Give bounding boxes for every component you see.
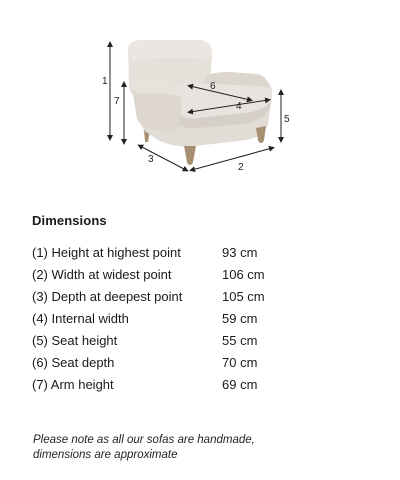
- dim-line-width: [192, 148, 272, 170]
- dimension-row-seat-height: [32, 330, 372, 352]
- dimension-row-arm-height: [32, 374, 372, 396]
- dimension-value: 59 cm: [222, 311, 258, 326]
- dimension-label: (2) Width at widest point: [32, 267, 172, 282]
- dim-number-1: 1: [102, 76, 108, 87]
- dimension-row-depth: [32, 286, 372, 308]
- dimension-label: (4) Internal width: [32, 311, 129, 326]
- dimension-row-internal-width: [32, 308, 372, 330]
- dim-number-2: 2: [238, 162, 244, 173]
- dim-number-3: 3: [148, 154, 154, 165]
- dimension-row-width: [32, 264, 372, 286]
- dimension-value: 93 cm: [222, 245, 258, 260]
- dimension-value: 105 cm: [222, 289, 265, 304]
- dimension-label: (6) Seat depth: [32, 355, 115, 370]
- armchair-diagram-svg: [0, 0, 400, 200]
- dimension-value: 106 cm: [222, 267, 265, 282]
- dim-number-4: 4: [236, 101, 242, 112]
- dimension-value: 55 cm: [222, 333, 258, 348]
- dimension-value: 69 cm: [222, 377, 258, 392]
- dimension-label: (3) Depth at deepest point: [32, 289, 183, 304]
- disclaimer-line-2: dimensions are approximate: [33, 449, 178, 461]
- dimension-label: (1) Height at highest point: [32, 245, 181, 260]
- handmade-disclaimer: [33, 433, 373, 463]
- disclaimer-line-1: Please note as all our sofas are handmade,: [33, 434, 255, 446]
- dim-number-5: 5: [284, 114, 290, 125]
- dimension-label: (5) Seat height: [32, 333, 118, 348]
- dimensions-heading: Dimensions: [32, 213, 107, 228]
- armchair-dimensions-diagram: [0, 0, 400, 200]
- dimension-row-seat-depth: [32, 352, 372, 374]
- front-right-leg: [256, 126, 266, 143]
- dimensions-list: [32, 242, 372, 396]
- dimension-row-height: [32, 242, 372, 264]
- dimension-value: 70 cm: [222, 355, 258, 370]
- front-left-leg: [184, 146, 196, 165]
- dim-line-depth: [140, 146, 186, 170]
- dim-number-7: 7: [114, 96, 120, 107]
- dim-number-6: 6: [210, 81, 216, 92]
- dimension-label: (7) Arm height: [32, 377, 114, 392]
